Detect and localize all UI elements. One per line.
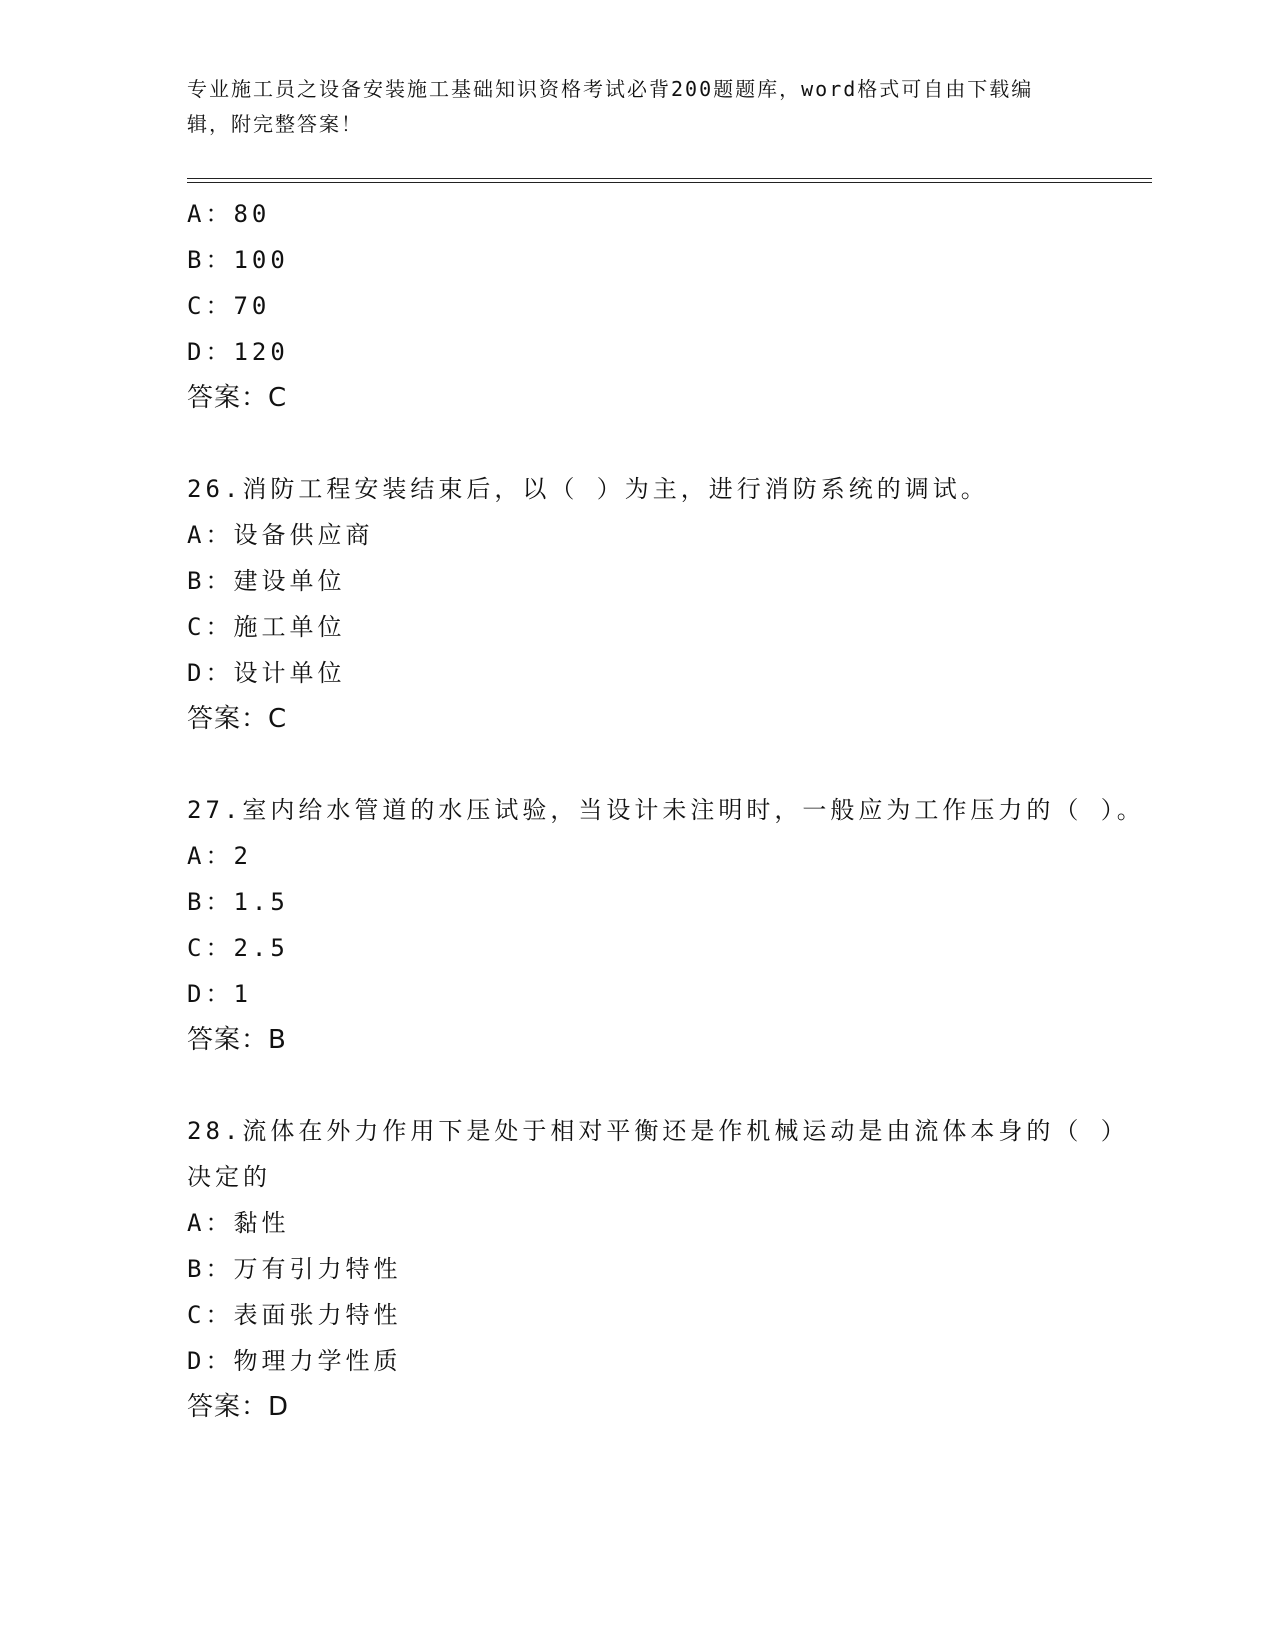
option-b: B：100 [187, 246, 289, 274]
option-c: C：2.5 [187, 934, 289, 962]
question-26 [187, 466, 1147, 742]
option-a: A：2 [187, 842, 252, 870]
option-a: A：黏性 [187, 1209, 290, 1237]
option-c: C：施工单位 [187, 613, 346, 641]
option-b: B：建设单位 [187, 567, 346, 595]
option-c: C：表面张力特性 [187, 1301, 402, 1329]
question-28 [187, 1108, 1147, 1430]
question-list [187, 191, 1147, 1430]
question-27 [187, 787, 1147, 1063]
option-a: A：80 [187, 200, 271, 228]
document-title: 专业施工员之设备安装施工基础知识资格考试必背200题题库，word格式可自由下载编辑，附完整答案！ [187, 77, 1034, 136]
document-header [187, 72, 1067, 142]
option-c: C：70 [187, 292, 271, 320]
option-d: D：设计单位 [187, 659, 346, 687]
header-divider [187, 178, 1152, 183]
answer-line: 答案：C [187, 704, 288, 734]
answer-line: 答案：C [187, 383, 288, 413]
answer-line: 答案：B [187, 1025, 287, 1055]
option-d: D：1 [187, 980, 252, 1008]
question-25-tail [187, 191, 1147, 421]
option-b: B：1.5 [187, 888, 289, 916]
question-stem: 26.消防工程安装结束后，以（ ）为主，进行消防系统的调试。 [187, 475, 989, 503]
option-a: A：设备供应商 [187, 521, 374, 549]
option-d: D：120 [187, 338, 289, 366]
option-b: B：万有引力特性 [187, 1255, 402, 1283]
answer-line: 答案：D [187, 1392, 290, 1422]
question-stem: 28.流体在外力作用下是处于相对平衡还是作机械运动是由流体本身的（ ）决定的 [187, 1117, 1129, 1191]
question-stem: 27.室内给水管道的水压试验，当设计未注明时，一般应为工作压力的（ ）。 [187, 796, 1145, 824]
option-d: D：物理力学性质 [187, 1347, 402, 1375]
